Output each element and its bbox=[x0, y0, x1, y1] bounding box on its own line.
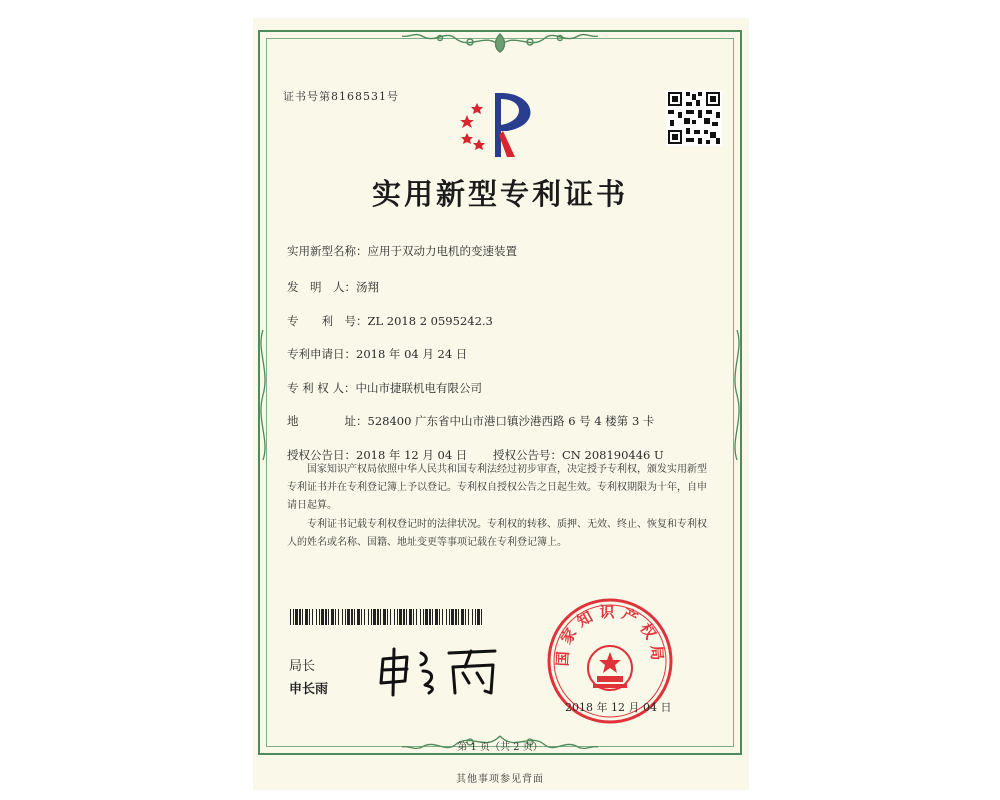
field-patent-number bbox=[287, 313, 493, 329]
field-value: 2018 年 12 月 04 日 bbox=[356, 448, 468, 462]
qr-code-icon bbox=[666, 90, 722, 146]
cnipa-logo-icon bbox=[455, 85, 545, 160]
field-label: 专 利 权 人： bbox=[287, 381, 356, 395]
body-paragraph-1: 国家知识产权局依照中华人民共和国专利法经过初步审查，决定授予专利权，颁发实用新型专利证书并在专利登记簿上予以登记。专利权自授权公告之日起生效。专利权期限为十年，自申请日起算。 bbox=[287, 464, 707, 511]
field-value: 汤翔 bbox=[356, 280, 379, 294]
field-address bbox=[287, 413, 654, 429]
seal-text: 国家知识产权局 bbox=[553, 602, 667, 667]
field-utility-model-name bbox=[287, 243, 517, 259]
field-inventor bbox=[287, 279, 379, 295]
field-value: CN 208190446 U bbox=[562, 448, 664, 462]
signatory-name: 申长雨 bbox=[289, 682, 329, 697]
field-label: 实用新型名称： bbox=[287, 244, 368, 258]
field-label: 授权公告日： bbox=[287, 448, 356, 462]
field-label: 专 利 号： bbox=[287, 314, 368, 328]
certificate-title: 实用新型专利证书 bbox=[371, 177, 628, 211]
field-label: 发 明 人： bbox=[287, 280, 356, 294]
footer-note: 其他事项参见背面 bbox=[456, 774, 544, 785]
certificate-number: 证书号第8168531号 bbox=[283, 90, 399, 103]
field-label: 专利申请日： bbox=[287, 347, 356, 361]
top-ornament bbox=[400, 26, 600, 56]
barcode-icon bbox=[290, 609, 482, 625]
seal-date: 2018 年 12 月 04 日 bbox=[565, 701, 672, 714]
field-label: 地 址： bbox=[287, 414, 368, 428]
field-patentee bbox=[287, 380, 482, 396]
field-value: 2018 年 04 月 24 日 bbox=[356, 347, 468, 361]
field-value: ZL 2018 2 0595242.3 bbox=[367, 314, 493, 328]
field-value: 528400 广东省中山市港口镇沙港西路 6 号 4 楼第 3 卡 bbox=[367, 414, 655, 428]
right-ornament bbox=[730, 330, 744, 460]
body-paragraph-2: 专利证书记载专利权登记时的法律状况。专利权的转移、质押、无效、终止、恢复和专利权人的姓名或名称、国籍、地址变更等事项记载在专利登记簿上。 bbox=[287, 519, 707, 548]
field-value: 中山市捷联机电有限公司 bbox=[355, 381, 482, 395]
field-value: 应用于双动力电机的变速装置 bbox=[367, 244, 517, 258]
handwritten-signature-icon bbox=[377, 645, 502, 697]
page-number: 第 1 页（共 2 页） bbox=[457, 742, 543, 753]
field-label: 授权公告号： bbox=[493, 448, 562, 462]
left-ornament bbox=[256, 330, 270, 460]
field-filing-date bbox=[287, 346, 467, 362]
signatory-role: 局长 bbox=[289, 659, 316, 674]
